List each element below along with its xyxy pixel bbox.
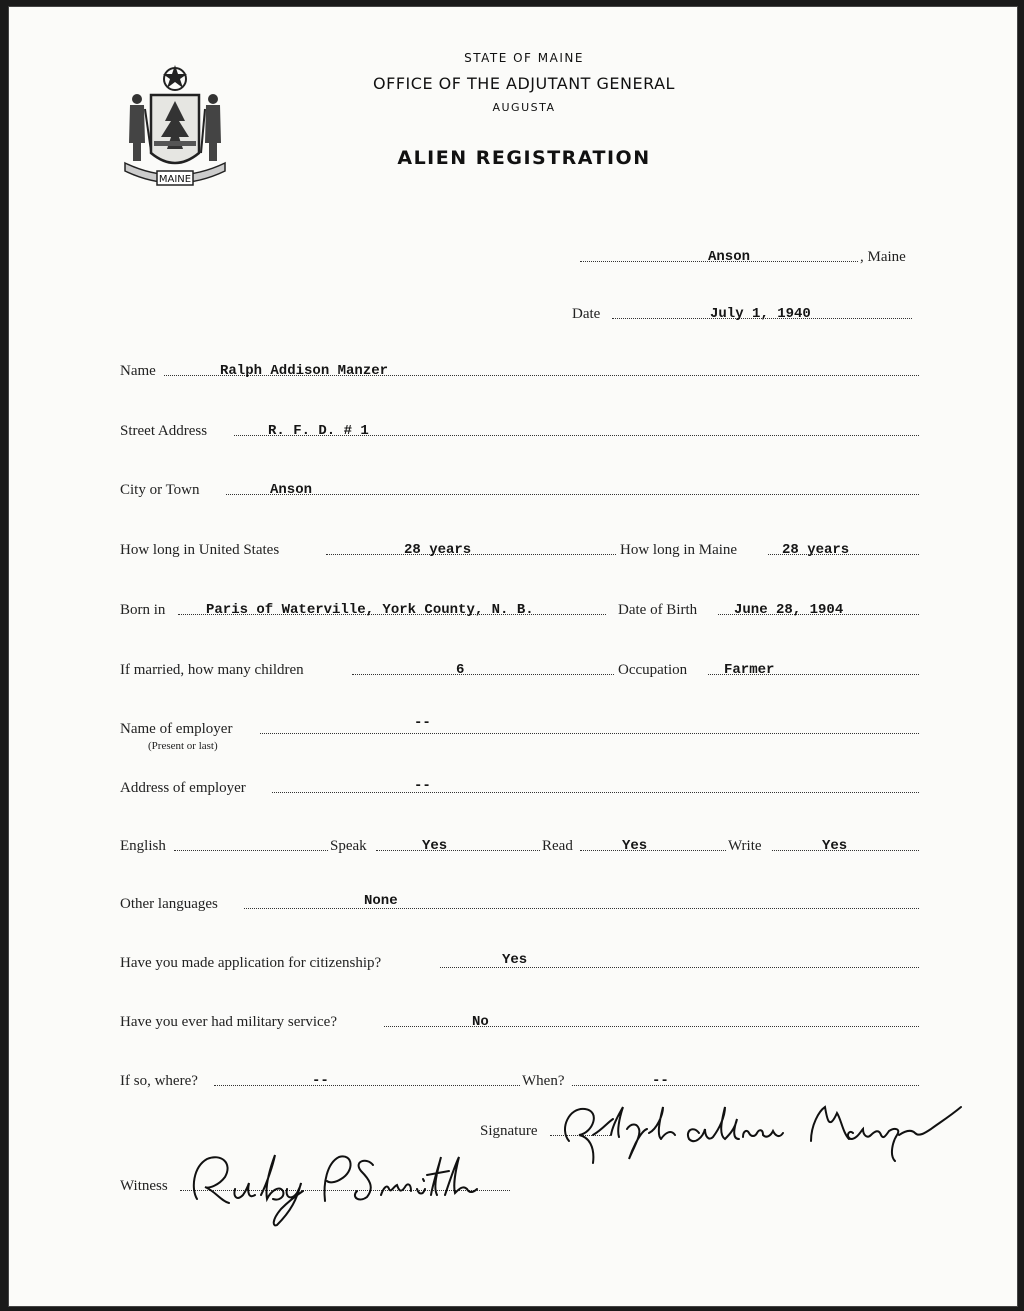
- city-town-value: Anson: [270, 482, 313, 498]
- street-row: [120, 418, 903, 442]
- how-long-us-value: 28 years: [404, 542, 472, 558]
- born-row: [120, 597, 903, 621]
- occupation-value: Farmer: [724, 662, 775, 678]
- employer-address-label: Address of employer: [120, 780, 246, 796]
- place-value: Anson: [708, 249, 751, 265]
- other-languages-row: [120, 891, 903, 915]
- children-row: [120, 657, 903, 681]
- how-long-row: [120, 537, 903, 561]
- read-label: Read: [542, 838, 573, 854]
- registration-form: [8, 6, 1018, 1307]
- citizenship-label: Have you made application for citizenship?: [120, 955, 382, 971]
- other-languages-value: None: [364, 893, 398, 909]
- date-row: [120, 301, 903, 325]
- how-long-maine-value: 28 years: [782, 542, 850, 558]
- employer-name-label: Name of employer: [120, 721, 233, 737]
- write-label: Write: [728, 838, 762, 854]
- state-seal-icon: [121, 61, 229, 189]
- speak-label: Speak: [330, 838, 367, 854]
- date-value: July 1, 1940: [710, 306, 811, 322]
- military-label: Have you ever had military service?: [120, 1014, 337, 1030]
- name-row: [120, 358, 903, 382]
- write-value: Yes: [822, 838, 848, 854]
- state-heading: STATE OF MAINE: [464, 51, 584, 65]
- english-label: English: [120, 838, 166, 854]
- employer-name-sublabel: (Present or last): [148, 740, 218, 752]
- applicant-signature: [549, 1089, 979, 1169]
- military-row: [120, 1009, 903, 1033]
- military-value: No: [472, 1014, 489, 1030]
- place-row: [120, 244, 906, 268]
- born-in-value: Paris of Waterville, York County, N. B.: [206, 602, 534, 618]
- citizenship-value: Yes: [502, 952, 528, 968]
- signature-label: Signature: [480, 1123, 538, 1139]
- born-in-label: Born in: [120, 602, 166, 618]
- employer-name-value: --: [414, 715, 431, 731]
- date-of-birth-label: Date of Birth: [618, 602, 698, 618]
- children-label: If married, how many children: [120, 662, 304, 678]
- date-of-birth-value: June 28, 1904: [734, 602, 844, 618]
- where-value: --: [312, 1073, 329, 1089]
- where-label: If so, where?: [120, 1073, 198, 1089]
- place-suffix-label: , Maine: [860, 249, 906, 265]
- citizenship-row: [120, 950, 903, 974]
- street-label: Street Address: [120, 423, 208, 439]
- name-label: Name: [120, 363, 156, 379]
- svg-text:MAINE: MAINE: [158, 174, 192, 185]
- city-town-row: [120, 477, 903, 501]
- witness-label: Witness: [120, 1178, 168, 1194]
- read-value: Yes: [622, 838, 648, 854]
- employer-address-row: [120, 775, 903, 799]
- name-value: Ralph Addison Manzer: [220, 363, 389, 379]
- form-title: ALIEN REGISTRATION: [397, 147, 651, 169]
- office-heading: OFFICE OF THE ADJUTANT GENERAL: [373, 74, 675, 93]
- employer-name-row: [120, 715, 903, 752]
- children-value: 6: [456, 662, 465, 678]
- witness-signature: [177, 1139, 487, 1229]
- city-heading: AUGUSTA: [492, 101, 556, 114]
- employer-address-value: --: [414, 778, 431, 794]
- city-town-label: City or Town: [120, 482, 200, 498]
- when-label: When?: [522, 1073, 565, 1089]
- speak-value: Yes: [422, 838, 448, 854]
- when-value: --: [652, 1073, 669, 1089]
- date-label: Date: [572, 306, 601, 322]
- how-long-maine-label: How long in Maine: [620, 542, 738, 558]
- other-languages-label: Other languages: [120, 896, 218, 912]
- how-long-us-label: How long in United States: [120, 542, 280, 558]
- english-row: [120, 833, 903, 857]
- street-value: R. F. D. # 1: [268, 423, 369, 439]
- occupation-label: Occupation: [618, 662, 688, 678]
